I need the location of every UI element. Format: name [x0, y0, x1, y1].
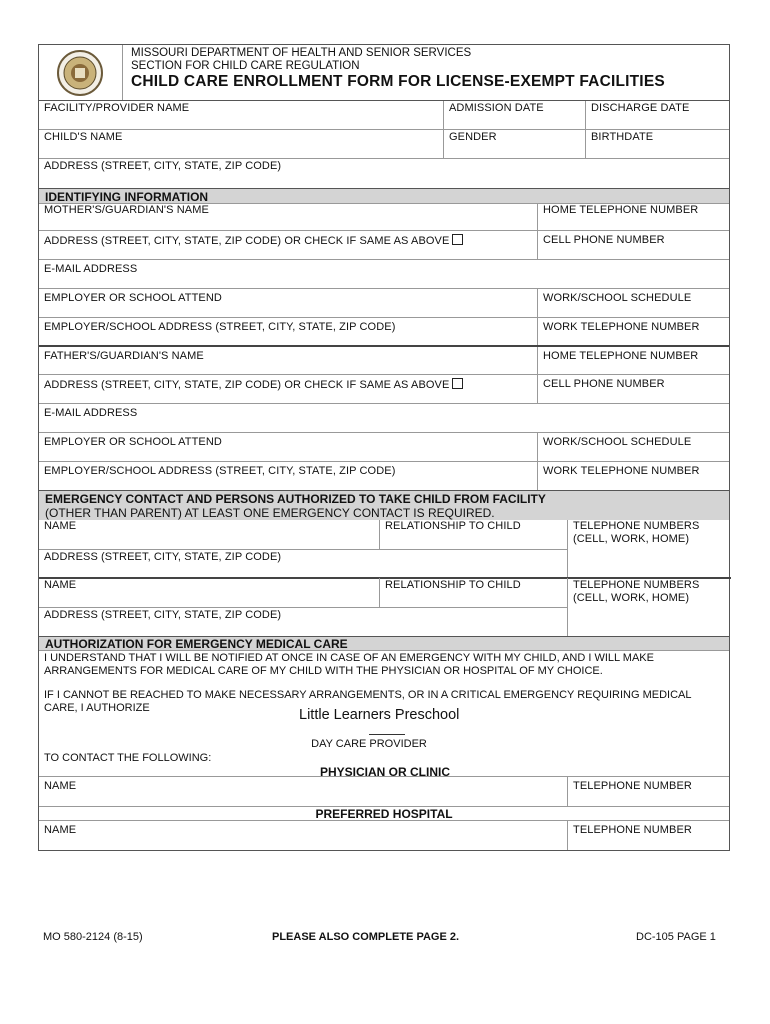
father-name-label: FATHER'S/GUARDIAN'S NAME [44, 350, 204, 362]
mother-email-row [39, 260, 729, 289]
medical-heading [39, 636, 729, 651]
child-row [39, 130, 729, 159]
physician-row [39, 776, 729, 807]
mother-address-label: ADDRESS (STREET, CITY, STATE, ZIP CODE) OR CHECK IF SAME AS ABOVE [44, 235, 450, 247]
father-schedule-field[interactable] [537, 433, 731, 461]
father-home-phone-field[interactable] [537, 347, 731, 374]
employer-label: EMPLOYER OR SCHOOL ATTEND [44, 436, 222, 448]
phones-label: TELEPHONE NUMBERS [573, 579, 700, 591]
state-seal-icon [39, 45, 123, 100]
father-work-phone-field[interactable] [537, 462, 731, 490]
footer-note: PLEASE ALSO COMPLETE PAGE 2. [272, 931, 460, 943]
father-email-row [39, 404, 729, 433]
father-employer-address-row [39, 462, 729, 490]
father-name-field[interactable] [39, 347, 537, 374]
father-email-field[interactable] [39, 404, 731, 432]
emergency-contacts [39, 520, 729, 636]
emergency-heading-text: EMERGENCY CONTACT AND PERSONS AUTHORIZED TO TAKE CHILD FROM FACILITY [45, 492, 546, 506]
father-cell-phone-field[interactable] [537, 375, 731, 403]
day-care-provider-caption: DAY CARE PROVIDER [311, 738, 427, 750]
medical-para1-line2: ARRANGEMENTS FOR MEDICAL CARE OF MY CHILD WITH THE PHYSICIAN OR HOSPITAL OF MY CHOICE. [44, 665, 603, 677]
emergency-relationship-2-field[interactable] [379, 578, 567, 607]
emergency-name-2-field[interactable] [39, 578, 379, 607]
identifying-heading-text: IDENTIFYING INFORMATION [45, 190, 209, 204]
phones-label: TELEPHONE NUMBERS [573, 520, 700, 532]
mother-employer-address-field[interactable] [39, 318, 537, 345]
discharge-date-label: DISCHARGE DATE [591, 102, 690, 114]
gender-field[interactable] [443, 130, 585, 158]
relationship-label: RELATIONSHIP TO CHILD [385, 520, 521, 532]
mother-employer-address-row [39, 318, 729, 347]
email-label: E-MAIL ADDRESS [44, 263, 138, 275]
child-name-field[interactable] [39, 130, 443, 158]
child-address-label: ADDRESS (STREET, CITY, STATE, ZIP CODE) [44, 160, 282, 172]
father-address-row [39, 375, 729, 404]
hospital-phone-field[interactable] [567, 821, 731, 850]
medical-heading-text: AUTHORIZATION FOR EMERGENCY MEDICAL CARE [45, 637, 348, 651]
mother-cell-phone-field[interactable] [537, 231, 731, 259]
father-employer-field[interactable] [39, 433, 537, 461]
physician-heading: PHYSICIAN OR CLINIC [319, 765, 450, 779]
admission-date-label: ADMISSION DATE [449, 102, 544, 114]
emergency-address-1-field[interactable] [39, 549, 567, 578]
admission-date-field[interactable] [443, 101, 585, 129]
work-phone-label: WORK TELEPHONE NUMBER [543, 465, 700, 477]
page-number: DC-105 PAGE 1 [636, 931, 716, 943]
father-address-label: ADDRESS (STREET, CITY, STATE, ZIP CODE) OR CHECK IF SAME AS ABOVE [44, 379, 450, 391]
emergency-heading [39, 490, 729, 520]
hospital-phone-label: TELEPHONE NUMBER [573, 824, 692, 836]
birthdate-field[interactable] [585, 130, 731, 158]
mother-address-field[interactable] [39, 231, 537, 259]
facility-name-field[interactable] [39, 101, 443, 129]
child-name-label: CHILD'S NAME [44, 131, 123, 143]
same-address-checkbox[interactable] [452, 234, 463, 245]
emergency-phones-1-field[interactable] [567, 520, 731, 578]
emergency-address-label: ADDRESS (STREET, CITY, STATE, ZIP CODE) [44, 551, 282, 563]
mother-schedule-field[interactable] [537, 289, 731, 317]
medical-para2-line1: IF I CANNOT BE REACHED TO MAKE NECESSARY ARRANGEMENTS, OR IN A CRITICAL EMERGENCY REQUIRING MEDICAL [44, 689, 692, 701]
employer-address-label: EMPLOYER/SCHOOL ADDRESS (STREET, CITY, STATE, ZIP CODE) [44, 321, 396, 333]
father-employer-row [39, 433, 729, 462]
emergency-relationship-1-field[interactable] [379, 520, 567, 549]
mother-name-label: MOTHER'S/GUARDIAN'S NAME [44, 204, 209, 216]
emergency-name-label: NAME [44, 520, 77, 532]
child-address-field[interactable] [39, 159, 731, 188]
emergency-phones-2-field[interactable] [567, 578, 731, 636]
phones-sublabel: (CELL, WORK, HOME) [573, 592, 690, 604]
gender-label: GENDER [449, 131, 497, 143]
hospital-name-field[interactable] [39, 821, 567, 850]
home-phone-label: HOME TELEPHONE NUMBER [543, 204, 699, 216]
father-name-row [39, 347, 729, 375]
facility-name-label: FACILITY/PROVIDER NAME [44, 102, 190, 114]
hospital-heading [39, 807, 729, 821]
phones-sublabel: (CELL, WORK, HOME) [573, 533, 690, 545]
mother-name-row [39, 203, 729, 231]
emergency-address-2-field[interactable] [39, 607, 567, 636]
father-employer-address-field[interactable] [39, 462, 537, 490]
same-address-checkbox[interactable] [452, 378, 463, 389]
cell-phone-label: CELL PHONE NUMBER [543, 234, 665, 246]
mother-address-row [39, 231, 729, 260]
email-label: E-MAIL ADDRESS [44, 407, 138, 419]
mother-email-field[interactable] [39, 260, 731, 288]
emergency-name-1-field[interactable] [39, 520, 379, 549]
cell-phone-label: CELL PHONE NUMBER [543, 378, 665, 390]
day-care-provider-field[interactable]: Little Learners Preschool [299, 707, 460, 723]
schedule-label: WORK/SCHOOL SCHEDULE [543, 436, 692, 448]
physician-phone-label: TELEPHONE NUMBER [573, 780, 692, 792]
mother-work-phone-field[interactable] [537, 318, 731, 345]
mother-home-phone-field[interactable] [537, 203, 731, 230]
physician-name-label: NAME [44, 780, 77, 792]
medical-authorization [39, 651, 729, 779]
emergency-name-label: NAME [44, 579, 77, 591]
enrollment-form [38, 44, 730, 851]
hospital-heading-text: PREFERRED HOSPITAL [315, 807, 453, 821]
contact-following-label: TO CONTACT THE FOLLOWING: [44, 752, 212, 764]
department-name: MISSOURI DEPARTMENT OF HEALTH AND SENIOR SERVICES [131, 47, 472, 59]
hospital-name-label: NAME [44, 824, 77, 836]
medical-para1-line1: I UNDERSTAND THAT I WILL BE NOTIFIED AT ONCE IN CASE OF AN EMERGENCY WITH MY CHILD, AND I WILL MAKE [44, 652, 654, 664]
form-number: MO 580-2124 (8-15) [43, 931, 143, 943]
mother-name-field[interactable] [39, 203, 537, 230]
home-phone-label: HOME TELEPHONE NUMBER [543, 350, 699, 362]
employer-address-label: EMPLOYER/SCHOOL ADDRESS (STREET, CITY, STATE, ZIP CODE) [44, 465, 396, 477]
identifying-heading [39, 188, 729, 204]
section-name: SECTION FOR CHILD CARE REGULATION [131, 60, 360, 72]
emergency-address-label: ADDRESS (STREET, CITY, STATE, ZIP CODE) [44, 609, 282, 621]
form-header [39, 45, 729, 101]
birthdate-label: BIRTHDATE [591, 131, 654, 143]
relationship-label: RELATIONSHIP TO CHILD [385, 579, 521, 591]
mother-employer-row [39, 289, 729, 318]
schedule-label: WORK/SCHOOL SCHEDULE [543, 292, 692, 304]
hospital-row [39, 821, 729, 850]
medical-para2-line2: CARE, I AUTHORIZE [44, 702, 150, 714]
physician-phone-field[interactable] [567, 777, 731, 806]
form-title: CHILD CARE ENROLLMENT FORM FOR LICENSE-EXEMPT FACILITIES [131, 73, 665, 90]
facility-row [39, 101, 729, 130]
mother-employer-field[interactable] [39, 289, 537, 317]
work-phone-label: WORK TELEPHONE NUMBER [543, 321, 700, 333]
child-address-row [39, 159, 729, 188]
discharge-date-field[interactable] [585, 101, 731, 129]
employer-label: EMPLOYER OR SCHOOL ATTEND [44, 292, 222, 304]
father-address-field[interactable] [39, 375, 537, 403]
physician-name-field[interactable] [39, 777, 567, 806]
emergency-subheading: (OTHER THAN PARENT) AT LEAST ONE EMERGENCY CONTACT IS REQUIRED. [45, 506, 495, 520]
